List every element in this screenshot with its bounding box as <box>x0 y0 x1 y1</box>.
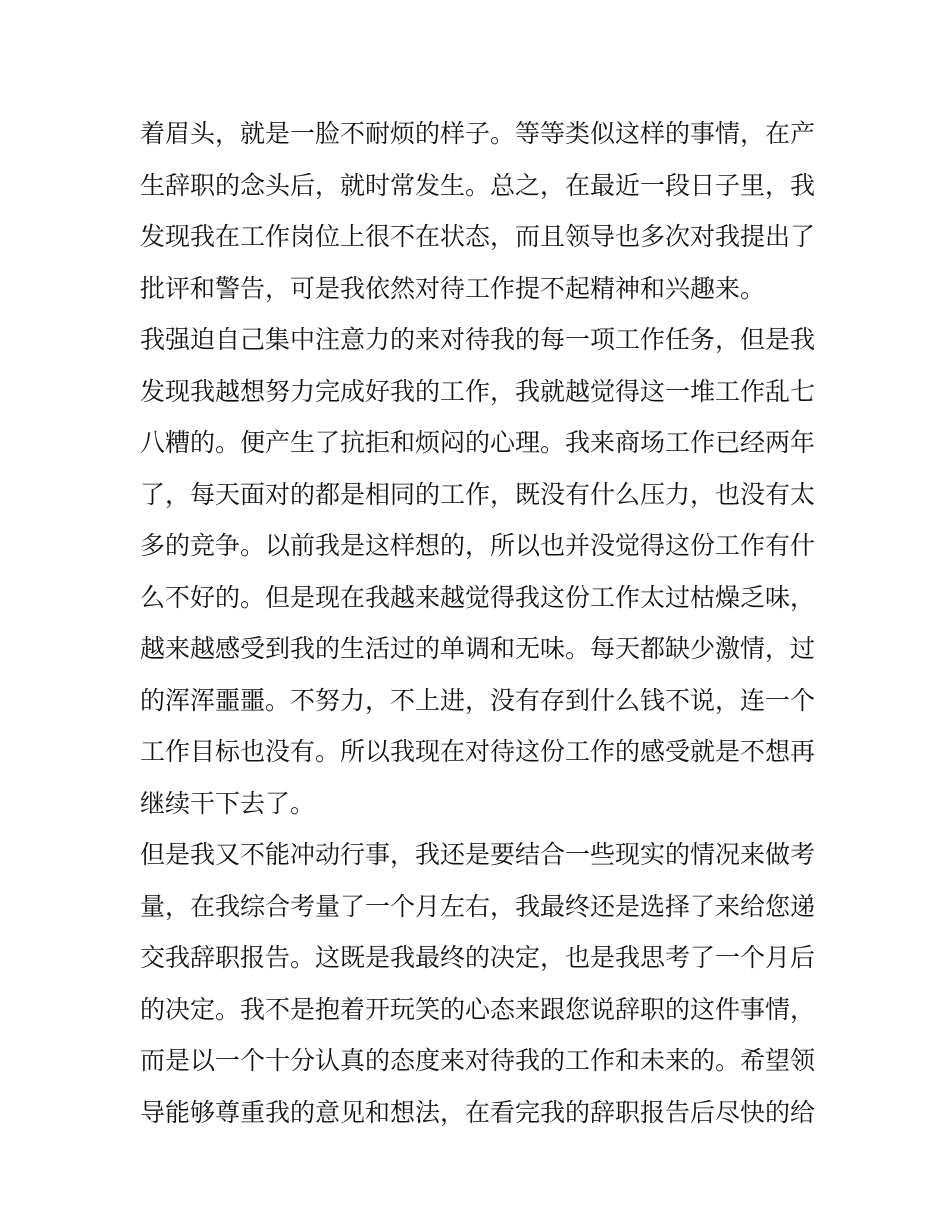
text-line: 的浑浑噩噩。不努力，不上进，没有存到什么钱不说，连一个 <box>140 685 816 715</box>
document-body <box>140 108 820 1138</box>
text-line: 了，每天面对的都是相同的工作，既没有什么压力，也没有太 <box>140 479 816 509</box>
text-line: 导能够尊重我的意见和想法，在看完我的辞职报告后尽快的给 <box>140 1097 816 1127</box>
text-line: 么不好的。但是现在我越来越觉得我这份工作太过枯燥乏味， <box>140 582 816 612</box>
text-line: 我强迫自己集中注意力的来对待我的每一项工作任务，但是我 <box>140 325 816 354</box>
text-line: 而是以一个十分认真的态度来对待我的工作和未来的。希望领 <box>140 1046 816 1075</box>
text-line: 八糟的。便产生了抗拒和烦闷的心理。我来商场工作已经两年 <box>140 428 816 457</box>
text-line: 发现我越想努力完成好我的工作，我就越觉得这一堆工作乱七 <box>140 376 816 406</box>
text-line: 越来越感受到我的生活过的单调和无味。每天都缺少激情，过 <box>140 634 816 663</box>
text-line: 批评和警告，可是我依然对待工作提不起精神和兴趣来。 <box>140 273 766 303</box>
text-line: 量，在我综合考量了一个月左右，我最终还是选择了来给您递 <box>140 891 816 921</box>
text-line: 继续干下去了。 <box>140 788 316 818</box>
text-line: 交我辞职报告。这既是我最终的决定，也是我思考了一个月后 <box>140 943 816 972</box>
text-line: 生辞职的念头后，就时常发生。总之，在最近一段日子里，我 <box>140 170 816 200</box>
text-line: 发现我在工作岗位上很不在状态，而且领导也多次对我提出了 <box>140 222 816 251</box>
text-line: 的决定。我不是抱着开玩笑的心态来跟您说辞职的这件事情， <box>140 994 816 1024</box>
text-line: 多的竞争。以前我是这样想的，所以也并没觉得这份工作有什 <box>140 531 816 560</box>
text-line: 工作目标也没有。所以我现在对待这份工作的感受就是不想再 <box>140 737 816 766</box>
text-line: 着眉头，就是一脸不耐烦的样子。等等类似这样的事情，在产 <box>140 119 816 148</box>
text-line: 但是我又不能冲动行事，我还是要结合一些现实的情况来做考 <box>140 840 816 869</box>
